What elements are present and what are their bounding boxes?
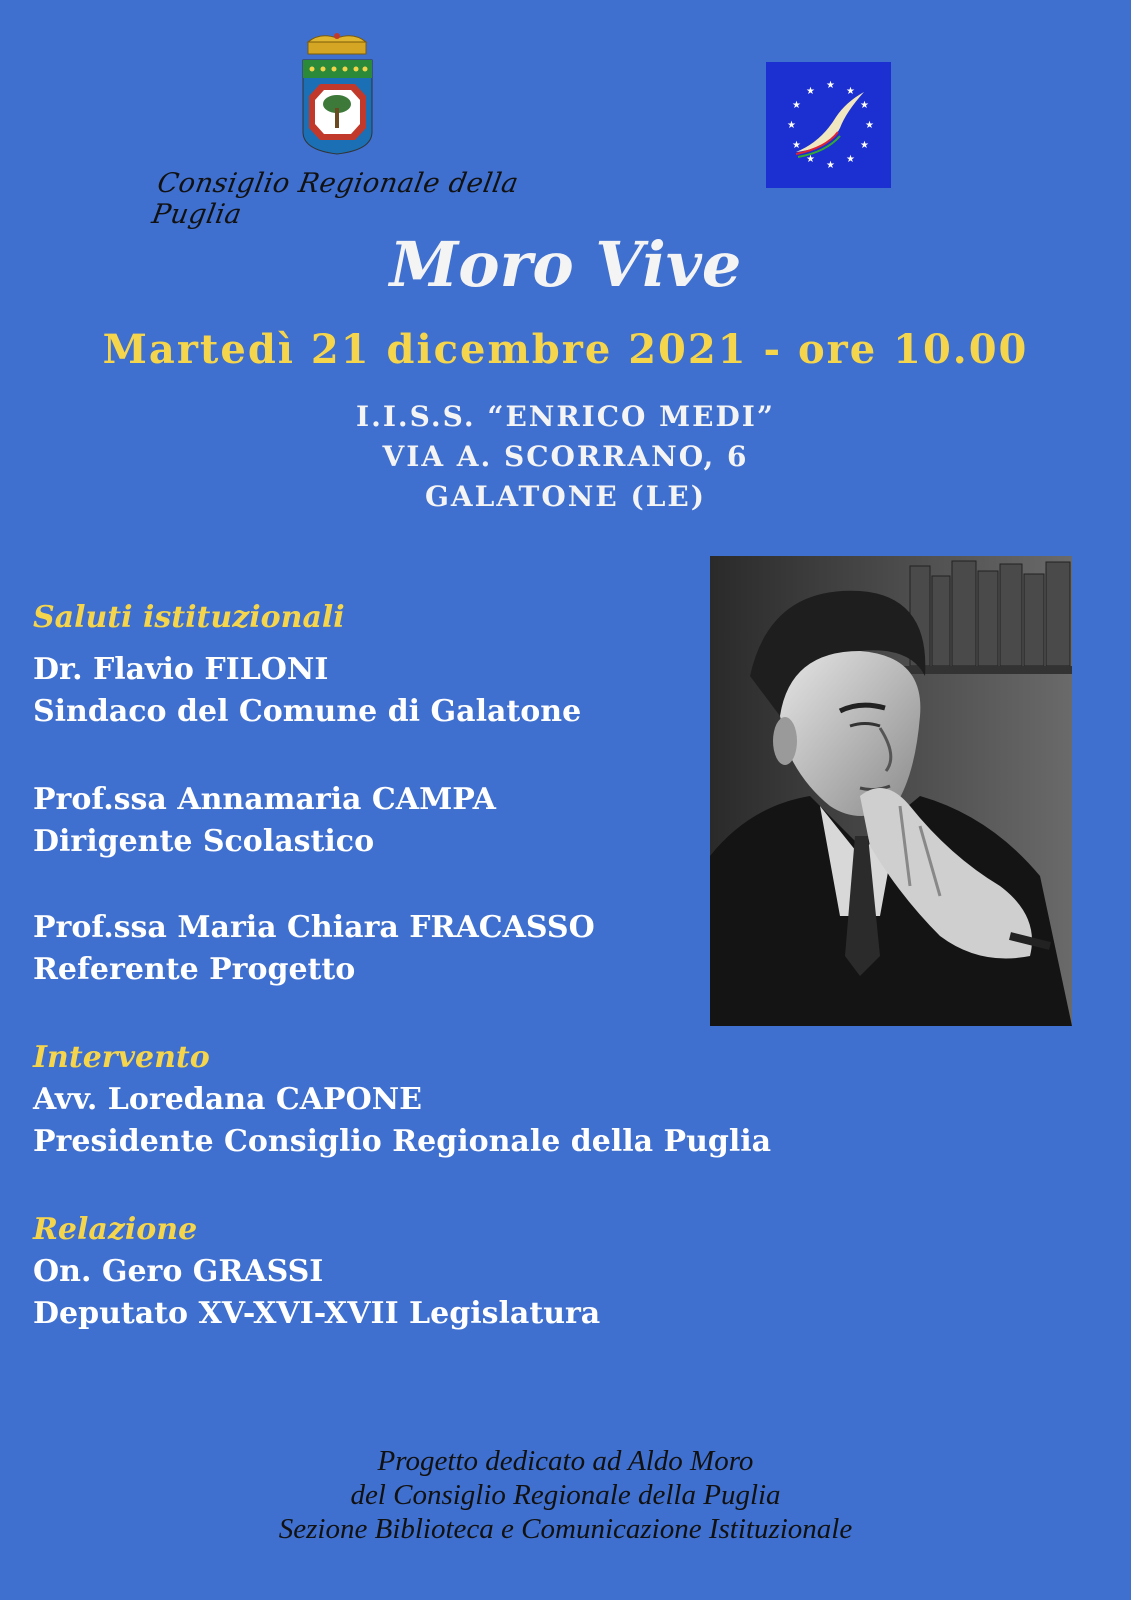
svg-text:★: ★ [806, 154, 815, 165]
venue-address: VIA A. SCORRANO, 6 [382, 440, 749, 473]
venue-school: I.I.S.S. “ENRICO MEDI” [355, 400, 776, 433]
svg-text:★: ★ [826, 80, 835, 91]
svg-text:★: ★ [865, 120, 874, 131]
council-name: Consiglio Regionale della Puglia [149, 168, 521, 230]
puglia-crest-logo [300, 32, 380, 157]
svg-text:★: ★ [860, 140, 869, 151]
speaker-role: Sindaco del Comune di Galatone [33, 694, 582, 729]
svg-text:★: ★ [860, 100, 869, 111]
portrait-photo [710, 556, 1072, 1026]
svg-text:★: ★ [826, 160, 835, 171]
footer-line: Progetto dedicato ad Aldo Moro [377, 1445, 754, 1477]
venue-city: GALATONE (LE) [425, 480, 706, 513]
event-datetime: Martedì 21 dicembre 2021 - ore 10.00 [102, 326, 1029, 373]
speaker-role: Referente Progetto [33, 952, 356, 987]
speaker-role: Presidente Consiglio Regionale della Puglia [33, 1124, 772, 1159]
speaker-role: Dirigente Scolastico [33, 824, 375, 859]
svg-text:★: ★ [806, 86, 815, 97]
speaker-name: Dr. Flavio FILONI [33, 652, 329, 687]
footer-line: del Consiglio Regionale della Puglia [350, 1479, 781, 1511]
speaker-name: Avv. Loredana CAPONE [33, 1082, 423, 1117]
eu-logo [766, 62, 891, 188]
speaker-name: Prof.ssa Maria Chiara FRACASSO [33, 910, 595, 945]
section-heading-relazione: Relazione [33, 1212, 198, 1247]
speaker-name: On. Gero GRASSI [33, 1254, 324, 1289]
speaker-name: Prof.ssa Annamaria CAMPA [33, 782, 496, 817]
svg-text:★: ★ [787, 120, 796, 131]
section-heading-saluti: Saluti istituzionali [33, 600, 345, 635]
footer-line: Sezione Biblioteca e Comunicazione Istituzionale [278, 1513, 853, 1545]
svg-text:★: ★ [846, 86, 855, 97]
speaker-role: Deputato XV-XVI-XVII Legislatura [33, 1296, 601, 1331]
event-title: Moro Vive [389, 228, 742, 301]
svg-text:★: ★ [846, 154, 855, 165]
section-heading-intervento: Intervento [33, 1040, 210, 1075]
svg-text:★: ★ [792, 100, 801, 111]
svg-text:★: ★ [792, 140, 801, 151]
